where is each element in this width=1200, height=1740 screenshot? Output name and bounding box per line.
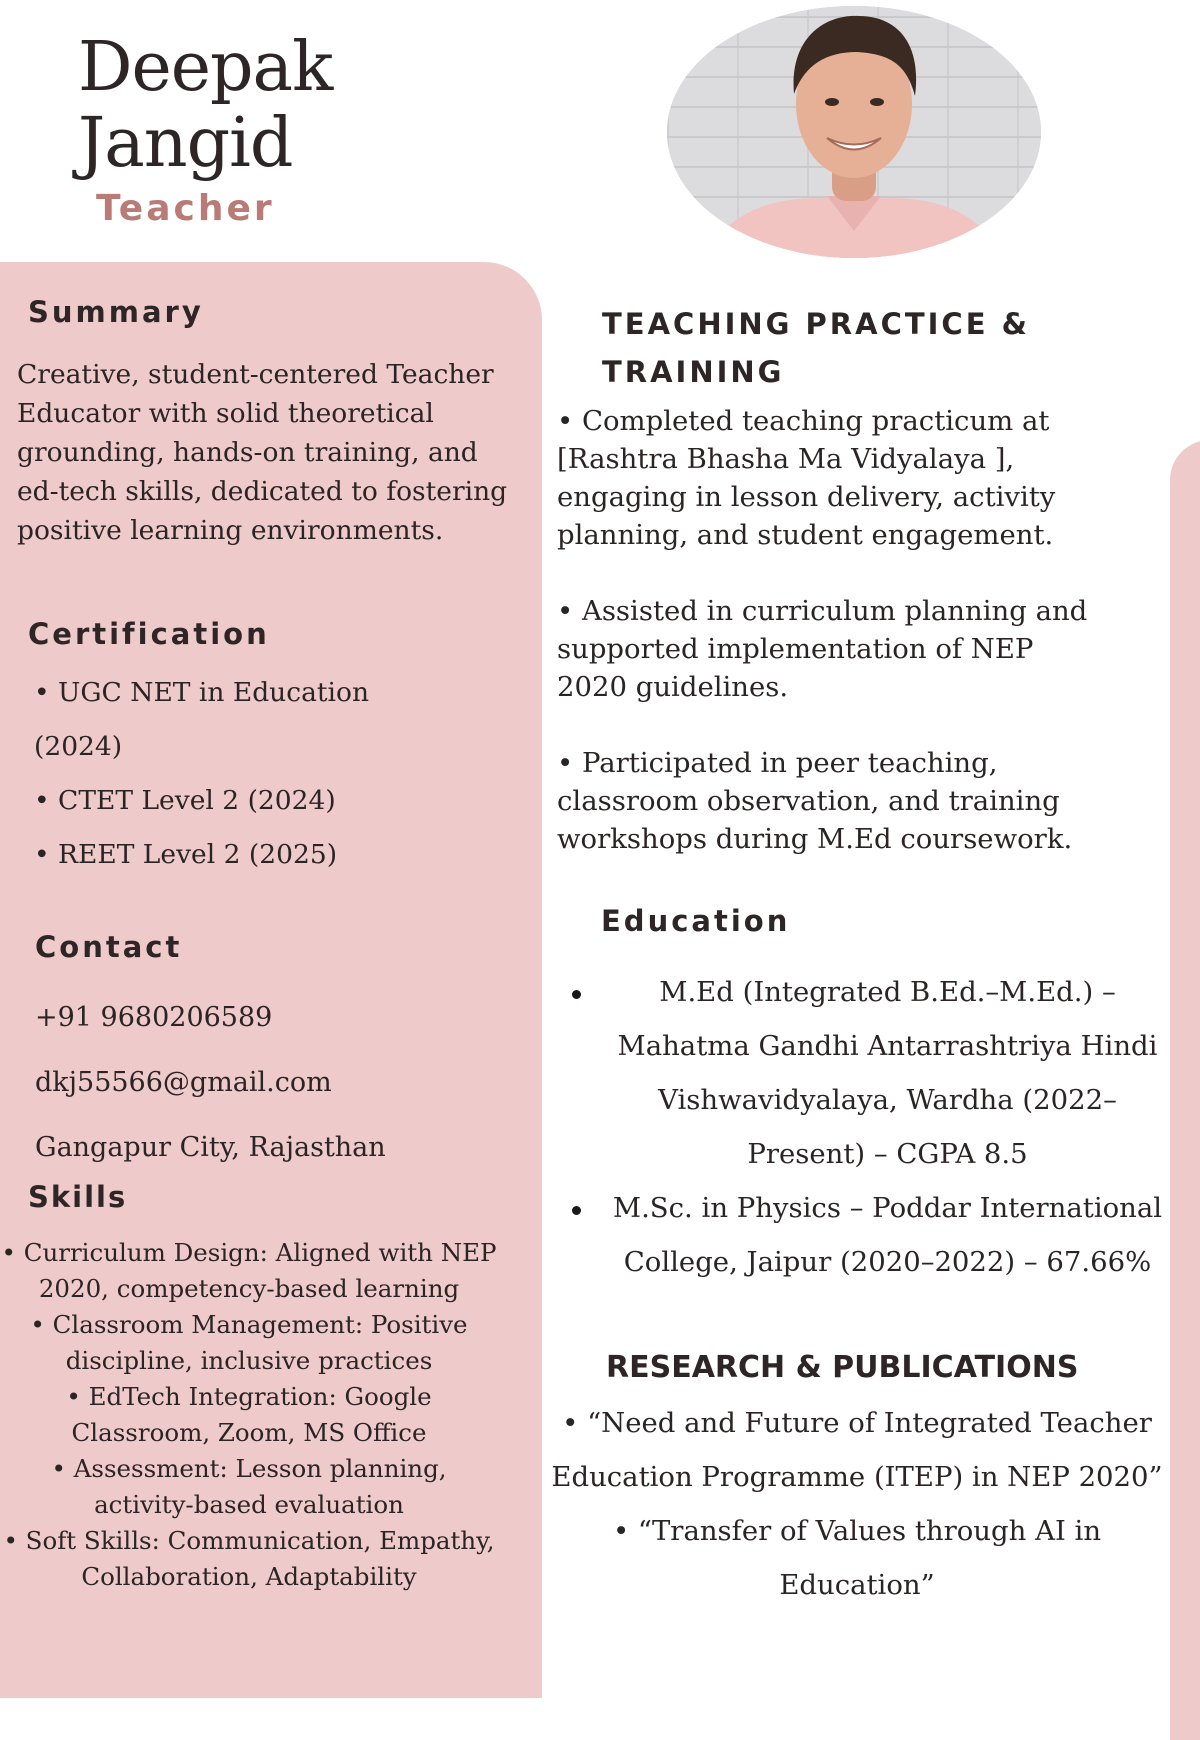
certification-list xyxy=(34,666,514,882)
education-heading: Education xyxy=(601,904,791,938)
job-title: Teacher xyxy=(96,188,275,229)
skills-heading: Skills xyxy=(28,1180,128,1214)
phone-number: +91 9680206589 xyxy=(35,1002,273,1033)
education-entry: M.Sc. in Physics – Poddar International College, Jaipur (2020–2022) – 67.66% xyxy=(612,1192,1163,1278)
research-list xyxy=(548,1396,1166,1612)
list-item: • Assisted in curriculum planning and supported implementation of NEP 2020 guidelines. xyxy=(557,595,1088,703)
bullet-icon xyxy=(572,1206,581,1215)
list-item: • Participated in peer teaching, classroom observation, and training workshops during M.Ed coursework. xyxy=(557,747,1073,855)
candidate-name xyxy=(78,30,332,182)
list-item: • Completed teaching practicum at [Rashtra Bhasha Ma Vidyalaya ], engaging in lesson delivery, activity planning, and student engagement. xyxy=(557,405,1056,551)
teaching-practice-list xyxy=(557,402,1097,896)
list-item: • Curriculum Design: Aligned with NEP 2020, competency-based learning xyxy=(1,1238,497,1303)
list-item: • Classroom Management: Positive discipline, inclusive practices xyxy=(30,1310,468,1375)
email-address: dkj55566@gmail.com xyxy=(35,1067,332,1098)
first-name: Deepak xyxy=(78,28,333,107)
portrait-illustration xyxy=(667,6,1041,258)
contact-list xyxy=(35,985,386,1180)
skills-list xyxy=(0,1235,498,1595)
summary-text: Creative, student-centered Teacher Educator with solid theoretical grounding, hands-on training, and ed-tech skills, dedicated to fostering positive learning environments. xyxy=(17,359,508,546)
research-heading: RESEARCH & PUBLICATIONS xyxy=(606,1350,1079,1385)
list-item: • “Need and Future of Integrated Teacher Education Programme (ITEP) in NEP 2020” xyxy=(551,1407,1163,1493)
list-item xyxy=(560,1181,1165,1289)
list-item: • Soft Skills: Communication, Empathy, Collaboration, Adaptability xyxy=(3,1526,495,1591)
certification-heading: Certification xyxy=(28,617,270,651)
education-entry: M.Ed (Integrated B.Ed.–M.Ed.) – Mahatma Gandhi Antarrashtriya Hindi Vishwavidyalaya, Wardha (2022–Present) – CGPA 8.5 xyxy=(617,976,1158,1170)
teaching-practice-heading: TEACHING PRACTICE & TRAINING xyxy=(602,307,1030,389)
summary-heading: Summary xyxy=(28,295,204,329)
bullet-icon xyxy=(572,990,581,999)
list-item xyxy=(560,965,1165,1181)
location: Gangapur City, Rajasthan xyxy=(35,1132,386,1163)
contact-heading: Contact xyxy=(35,930,183,964)
list-item: (2024) xyxy=(34,731,123,762)
list-item: • UGC NET in Education xyxy=(34,677,370,708)
profile-photo xyxy=(667,6,1041,258)
right-edge-panel xyxy=(1170,440,1200,1740)
list-item: • REET Level 2 (2025) xyxy=(34,839,338,870)
list-item: • EdTech Integration: Google Classroom, Zoom, MS Office xyxy=(66,1382,432,1447)
last-name: Jangid xyxy=(78,104,293,183)
list-item: • CTET Level 2 (2024) xyxy=(34,785,336,816)
list-item: • Assessment: Lesson planning, activity-based evaluation xyxy=(51,1454,447,1519)
education-list xyxy=(560,965,1165,1289)
list-item: • “Transfer of Values through AI in Education” xyxy=(612,1515,1102,1601)
